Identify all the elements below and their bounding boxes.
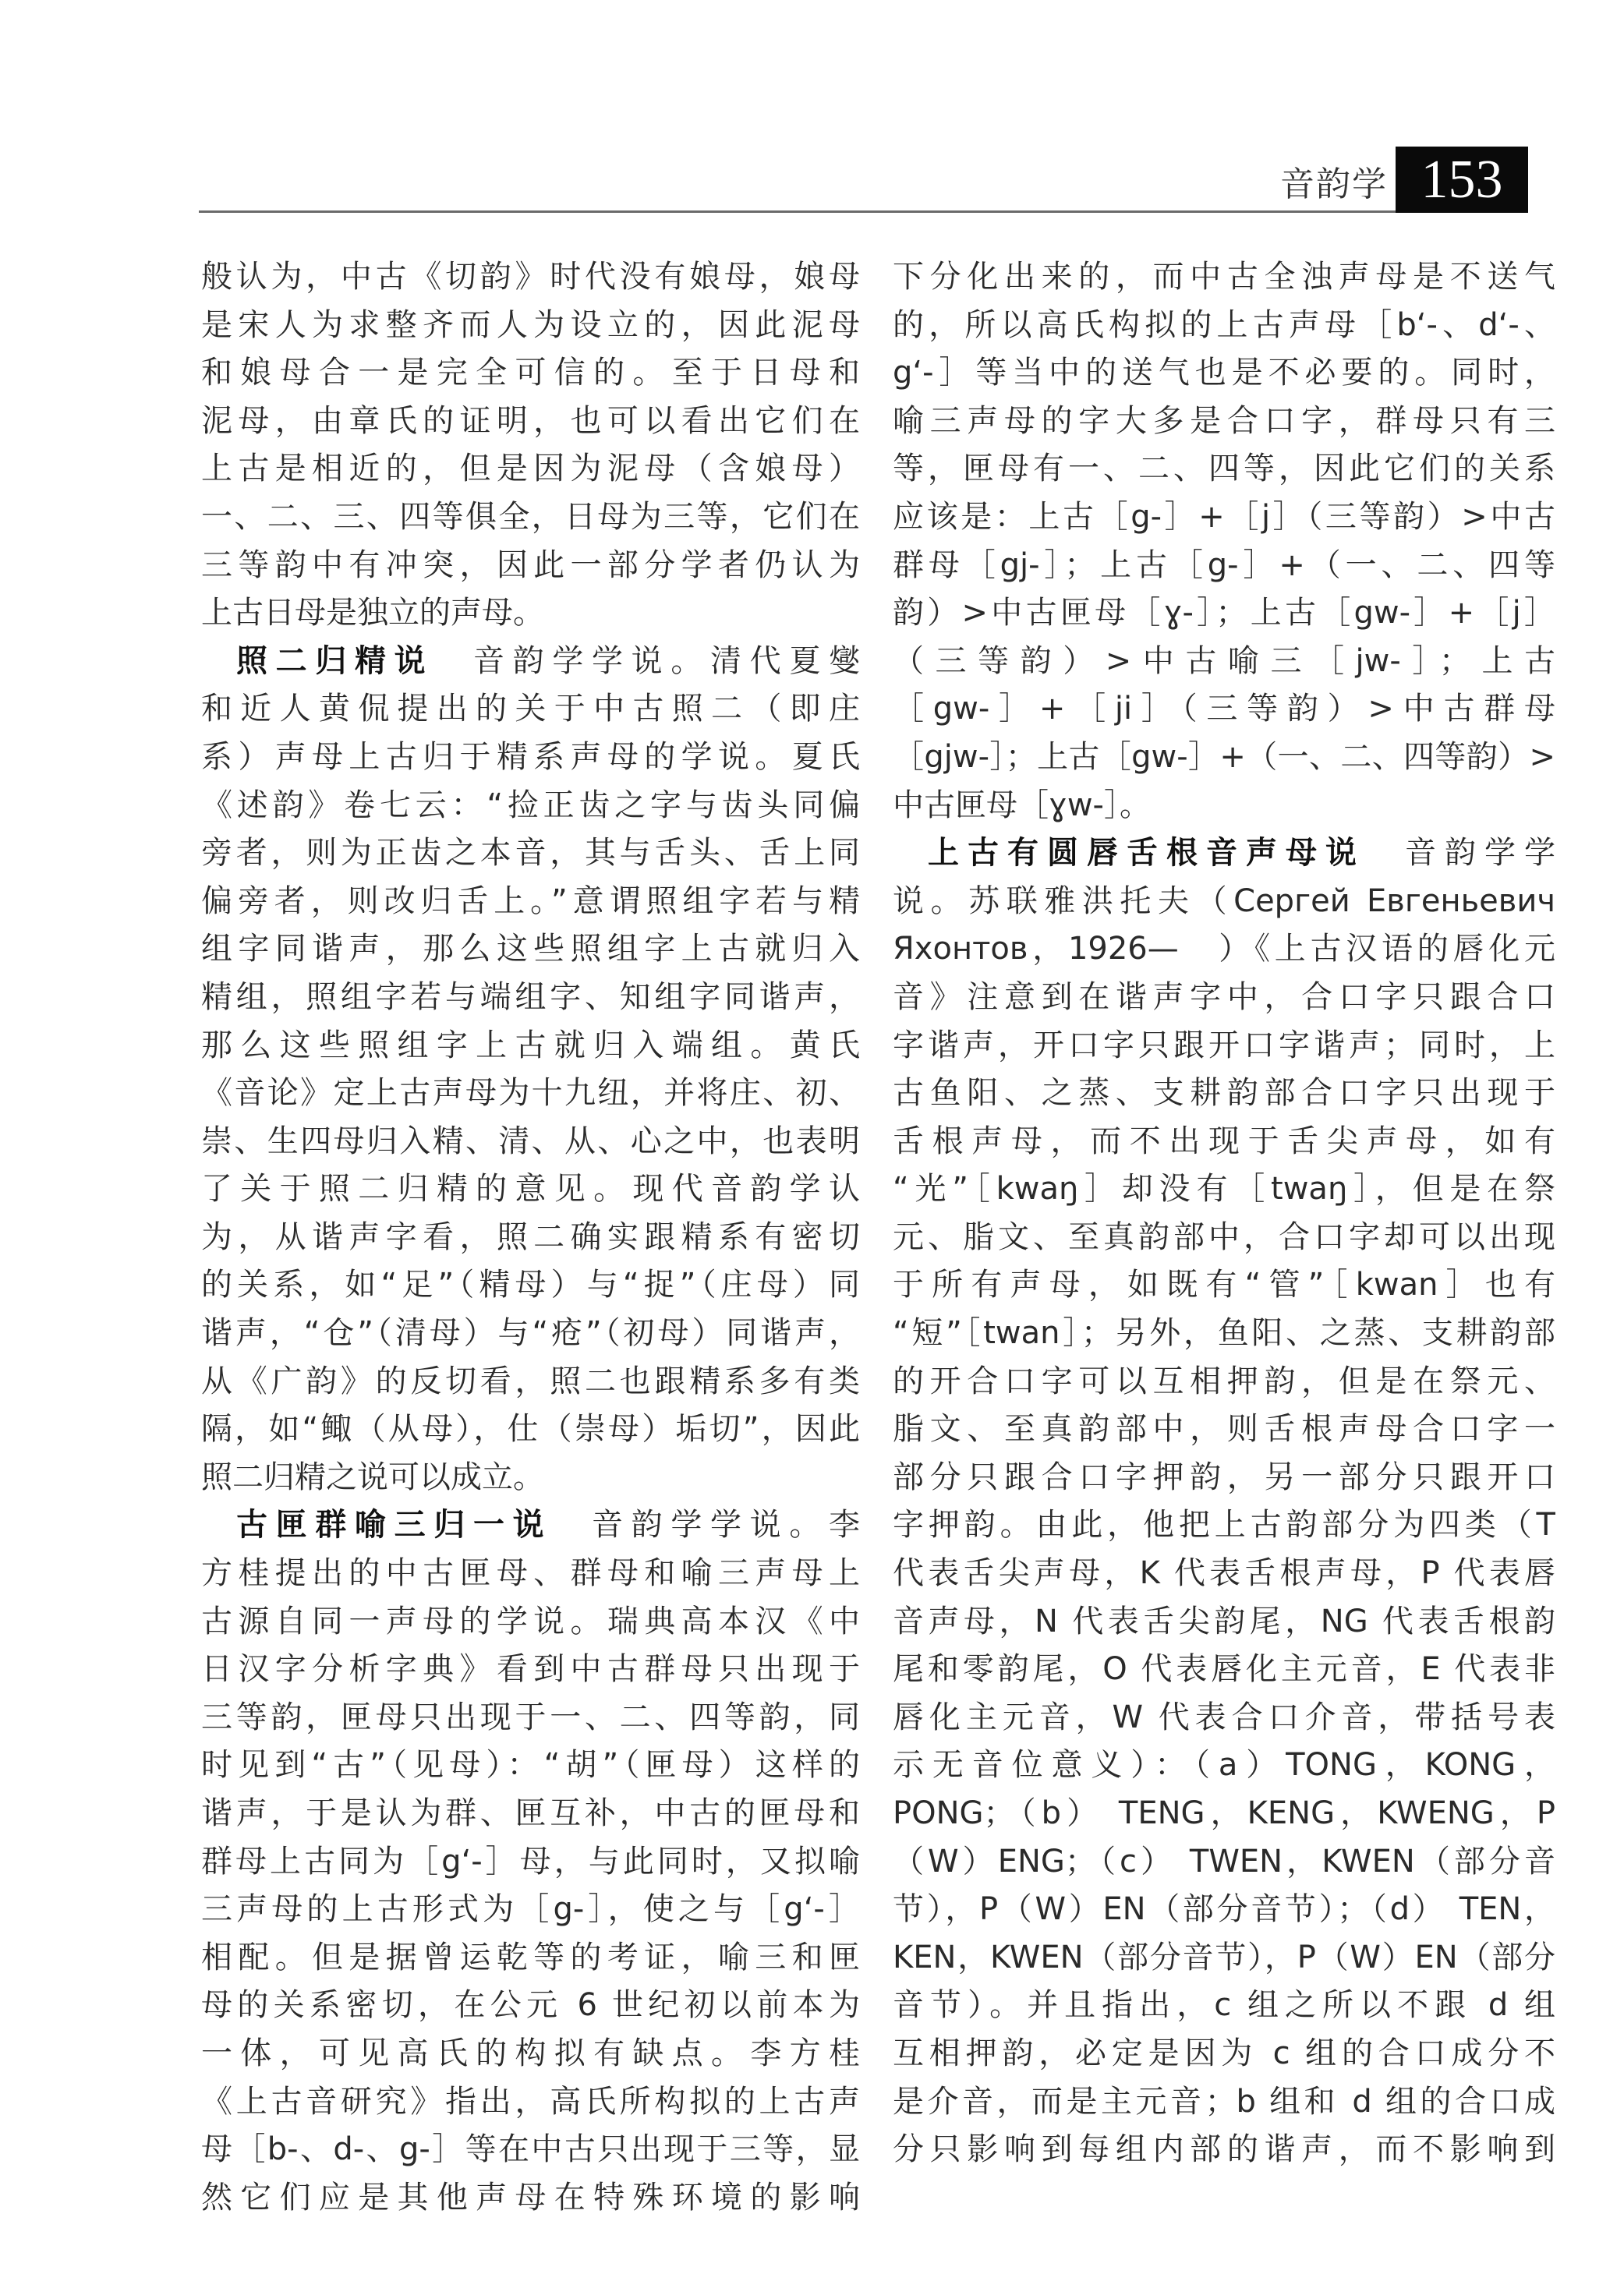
text-line [201,493,860,542]
line-text: KEN，KWEN（部分音节），P（W）EN（部分 [893,1939,1555,1975]
line-text: 谐声，于是认为群、匣互补，中古的匣母和 [201,1795,860,1831]
text-line [893,685,1555,734]
line-text: 一、二、三、四等俱全，日母为三等，它们在 [201,498,860,535]
line-text: 音节）。并且指出，c 组之所以不跟 d 组 [893,1987,1555,2024]
text-line [893,1982,1555,2030]
line-text: 元、脂文、至真韵部中，合口字却可以出现 [893,1218,1555,1255]
left-column [201,253,860,2222]
line-text: 舌根声母，而不出现于舌尖声母，如有 [893,1123,1555,1159]
line-text: 《上古音研究》指出，高氏所构拟的上古声 [201,2083,860,2120]
text-line [201,1070,860,1118]
text-line [893,1070,1555,1118]
line-text: gʻ-］等当中的送气也是不必要的。同时， [893,355,1555,391]
line-text: 从《广韵》的反切看，照二也跟精系多有类 [201,1363,860,1399]
line-text: 韵）>中古匣母［ɣ-］；上古［gw-］+［j］ [893,595,1555,631]
text-line [893,2078,1555,2127]
line-text: 相配。但是据曾运乾等的考证，喻三和匣 [201,1939,860,1975]
line-text: 部分只跟合口字押韵，另一部分只跟开口 [893,1459,1555,1495]
line-text: 应该是：上古［g-］+［j］（三等韵）>中古 [893,498,1555,535]
right-column [893,253,1555,2174]
text-line [893,542,1555,590]
text-line [893,1261,1555,1310]
line-text: 谐声，“仓”（清母）与“疮”（初母）同谐声， [201,1315,860,1352]
line-text: 唇化主元音，W 代表合口介音，带括号表 [893,1699,1555,1735]
text-line [201,398,860,446]
text-line [201,734,860,782]
line-text: 分只影响到每组内部的谐声，而不影响到 [893,2131,1555,2168]
line-text: 古鱼阳、之蒸、支耕韵部合口字只出现于 [893,1075,1555,1112]
line-text: 音韵学学说。清代夏燮 [433,642,860,679]
line-text: 方桂提出的中古匣母、群母和喻三声母上 [201,1555,860,1592]
text-line [893,1646,1555,1694]
line-text: 三等韵中有冲突，因此一部分学者仍认为 [201,546,860,583]
text-line [201,2126,860,2174]
line-text: 等，匣母有一、二、四等，因此它们的关系 [893,451,1555,487]
line-text: 下分化出来的，而中古全浊声母是不送气 [893,259,1555,295]
line-text: 母［b-、d-、g-］等在中古只出现于三等，显 [201,2131,860,2168]
text-line [201,1165,860,1214]
line-text: 三等韵，匣母只出现于一、二、四等韵，同 [201,1699,860,1735]
line-text: 和近人黄侃提出的关于中古照二（即庄 [201,691,860,727]
text-line [893,1934,1555,1982]
line-text: PONG；（b） TENG，KENG，KWENG，P [893,1795,1555,1831]
line-text: （三等韵）>中古喻三［jw-］；上古 [893,642,1555,679]
text-line [893,974,1555,1022]
line-text: 音》注意到在谐声字中，合口字只跟合口 [893,978,1555,1015]
line-text: 崇、生四母归入精、清、从、心之中，也表明 [201,1123,860,1159]
entry-headword: 照二归精说 [236,642,434,679]
line-text: 《音论》定上古声母为十九纽，并将庄、初、 [201,1075,860,1112]
text-line [201,445,860,493]
text-line [201,253,860,302]
line-text: 组字同谐声，那么这些照组字上古就归入 [201,931,860,967]
text-line [201,1646,860,1694]
line-text: 照二归精之说可以成立。 [201,1459,544,1495]
line-text: 的开合口字可以互相押韵，但是在祭元、 [893,1363,1555,1399]
line-text: “光”［kwaŋ］却没有［twaŋ］，但是在祭 [893,1171,1555,1208]
line-text: 群母上古同为［gʻ-］母，与此同时，又拟喻 [201,1843,860,1880]
line-text: 般认为，中古《切韵》时代没有娘母，娘母 [201,259,860,295]
text-line [893,1165,1555,1214]
text-line [201,2174,860,2223]
line-text: 于所有声母，如既有“管”［kwan］也有 [893,1267,1555,1303]
line-text: 是宋人为求整齐而人为设立的，因此泥母 [201,306,860,343]
text-line [201,1261,860,1310]
text-line [893,1214,1555,1262]
line-text: 字押韵。由此，他把上古韵部分为四类（T [893,1507,1555,1544]
line-text: 为，从谐声字看，照二确实跟精系有密切 [201,1218,860,1255]
line-text: 代表舌尖声母，K 代表舌根声母，P 代表唇 [893,1555,1555,1592]
text-line [201,542,860,590]
line-text: 古源自同一声母的学说。瑞典高本汉《中 [201,1603,860,1639]
text-line [893,1501,1555,1550]
line-text: 然它们应是其他声母在特殊环境的影响 [201,2179,860,2216]
line-text: 中古匣母［ɣw-］。 [893,787,1151,823]
line-text: 喻三声母的字大多是合口字，群母只有三 [893,402,1555,439]
text-line [893,1742,1555,1790]
text-line [893,1598,1555,1646]
entry-headword: 古匣群喻三归一说 [236,1507,553,1544]
line-text: 群母［gj-］；上古［g-］+（一、二、四等 [893,546,1555,583]
line-text: （W）ENG；（c） TWEN，KWEN（部分音 [893,1843,1555,1880]
text-line [893,878,1555,926]
line-text: 隔，如“鲰（从母），仕（崇母）垢切”，因此 [201,1411,860,1448]
line-text: 了关于照二归精的意见。现代音韵学认 [201,1171,860,1208]
line-text: 精组，照组字若与端组字、知组字同谐声， [201,978,860,1015]
text-line [201,1790,860,1838]
text-line [893,398,1555,446]
text-line [893,253,1555,302]
line-text: 日汉字分析字典》看到中古群母只出现于 [201,1651,860,1688]
text-line [201,1358,860,1406]
line-text: 三声母的上古形式为［g-］，使之与［gʻ-］ [201,1891,860,1928]
line-text: 的关系，如“足”（精母）与“捉”（庄母）同 [201,1267,860,1303]
text-line [201,1118,860,1166]
line-text: 尾和零韵尾，O 代表唇化主元音，E 代表非 [893,1651,1555,1688]
text-line [201,878,860,926]
text-line [201,1454,860,1502]
line-text: 是介音，而是主元音；b 组和 d 组的合口成 [893,2083,1555,2120]
line-text: 音声母，N 代表舌尖韵尾，NG 代表舌根韵 [893,1603,1555,1639]
line-text: 偏旁者，则改归舌上。”意谓照组字若与精 [201,882,860,919]
text-line [893,1886,1555,1934]
text-line [893,1118,1555,1166]
line-text: 节），P（W）EN（部分音节）；（d） TEN， [893,1891,1555,1928]
line-text: 示无音位意义）：（a）TONG，KONG， [893,1747,1555,1784]
text-line [201,2030,860,2078]
line-text: ［gjw-］；上古［gw-］+（一、二、四等韵）> [893,738,1555,775]
text-line [893,2030,1555,2078]
text-line [893,445,1555,493]
text-line [201,1214,860,1262]
text-line [893,589,1555,638]
text-line [201,589,860,638]
line-text: 的，所以高氏构拟的上古声母［bʻ-、dʻ-、 [893,306,1555,343]
text-line [893,493,1555,542]
text-line [893,1550,1555,1598]
text-line [201,685,860,734]
line-text: 那么这些照组字上古就归入端组。黄氏 [201,1027,860,1063]
line-text: 旁者，则为正齿之本音，其与舌头、舌上同 [201,835,860,872]
line-text: 音韵学学 [1365,835,1555,872]
text-line [893,1358,1555,1406]
entry-first-line [893,829,1555,878]
text-line [893,1454,1555,1502]
text-line [893,782,1555,830]
text-line [201,1310,860,1358]
text-line [893,2126,1555,2174]
line-text: 泥母，由章氏的证明，也可以看出它们在 [201,402,860,439]
line-text: 母的关系密切，在公元 6 世纪初以前本为 [201,1987,860,2024]
text-line [893,302,1555,350]
text-line [201,1886,860,1934]
text-line [893,1790,1555,1838]
text-line [893,925,1555,974]
text-line [893,1838,1555,1887]
text-line [201,1022,860,1070]
text-line [893,349,1555,398]
text-line [893,1022,1555,1070]
section-title: 音韵学 [1280,164,1388,204]
text-line [893,638,1555,686]
line-text: 一体，可见高氏的构拟有缺点。李方桂 [201,2035,860,2071]
entry-first-line [201,638,860,686]
text-line [201,1598,860,1646]
text-line [201,1838,860,1887]
text-line [893,1694,1555,1742]
text-line [201,1934,860,1982]
line-text: 上古日母是独立的声母。 [201,595,544,631]
line-text: 互相押韵，必定是因为 c 组的合口成分不 [893,2035,1555,2071]
text-line [201,829,860,878]
page-number: 153 [1396,147,1528,213]
line-text: Яхонтов，1926— ）《上古汉语的唇化元 [893,931,1555,967]
text-line [893,1310,1555,1358]
line-text: ［gw-］+［ji］（三等韵）>中古群母 [893,691,1555,727]
text-line [201,782,860,830]
text-line [201,1550,860,1598]
text-line [201,302,860,350]
line-text: 音韵学学说。李 [552,1507,860,1544]
text-line [201,1742,860,1790]
line-text: 《述韵》卷七云：“捡正齿之字与齿头同偏 [201,787,860,823]
line-text: 脂文、至真韵部中，则舌根声母合口字一 [893,1411,1555,1448]
text-line [201,1694,860,1742]
text-line [893,1406,1555,1454]
line-text: 上古是相近的，但是因为泥母（含娘母） [201,451,860,487]
line-text: 系）声母上古归于精系声母的学说。夏氏 [201,738,860,775]
header-rule [199,210,1396,213]
text-line [201,1406,860,1454]
text-line [201,925,860,974]
line-text: 和娘母合一是完全可信的。至于日母和 [201,355,860,391]
text-line [201,2078,860,2127]
line-text: 字谐声，开口字只跟开口字谐声；同时，上 [893,1027,1555,1063]
text-line [201,1982,860,2030]
text-line [201,974,860,1022]
text-line [201,349,860,398]
line-text: “短”［twan］；另外，鱼阳、之蒸、支耕韵部 [893,1315,1555,1352]
line-text: 时见到“古”（见母）：“胡”（匣母）这样的 [201,1747,860,1784]
line-text: 说。苏联雅洪托夫（Сергей Евгеньевич [893,882,1555,919]
entry-headword: 上古有圆唇舌根音声母说 [928,835,1365,872]
entry-first-line [201,1501,860,1550]
text-line [893,734,1555,782]
